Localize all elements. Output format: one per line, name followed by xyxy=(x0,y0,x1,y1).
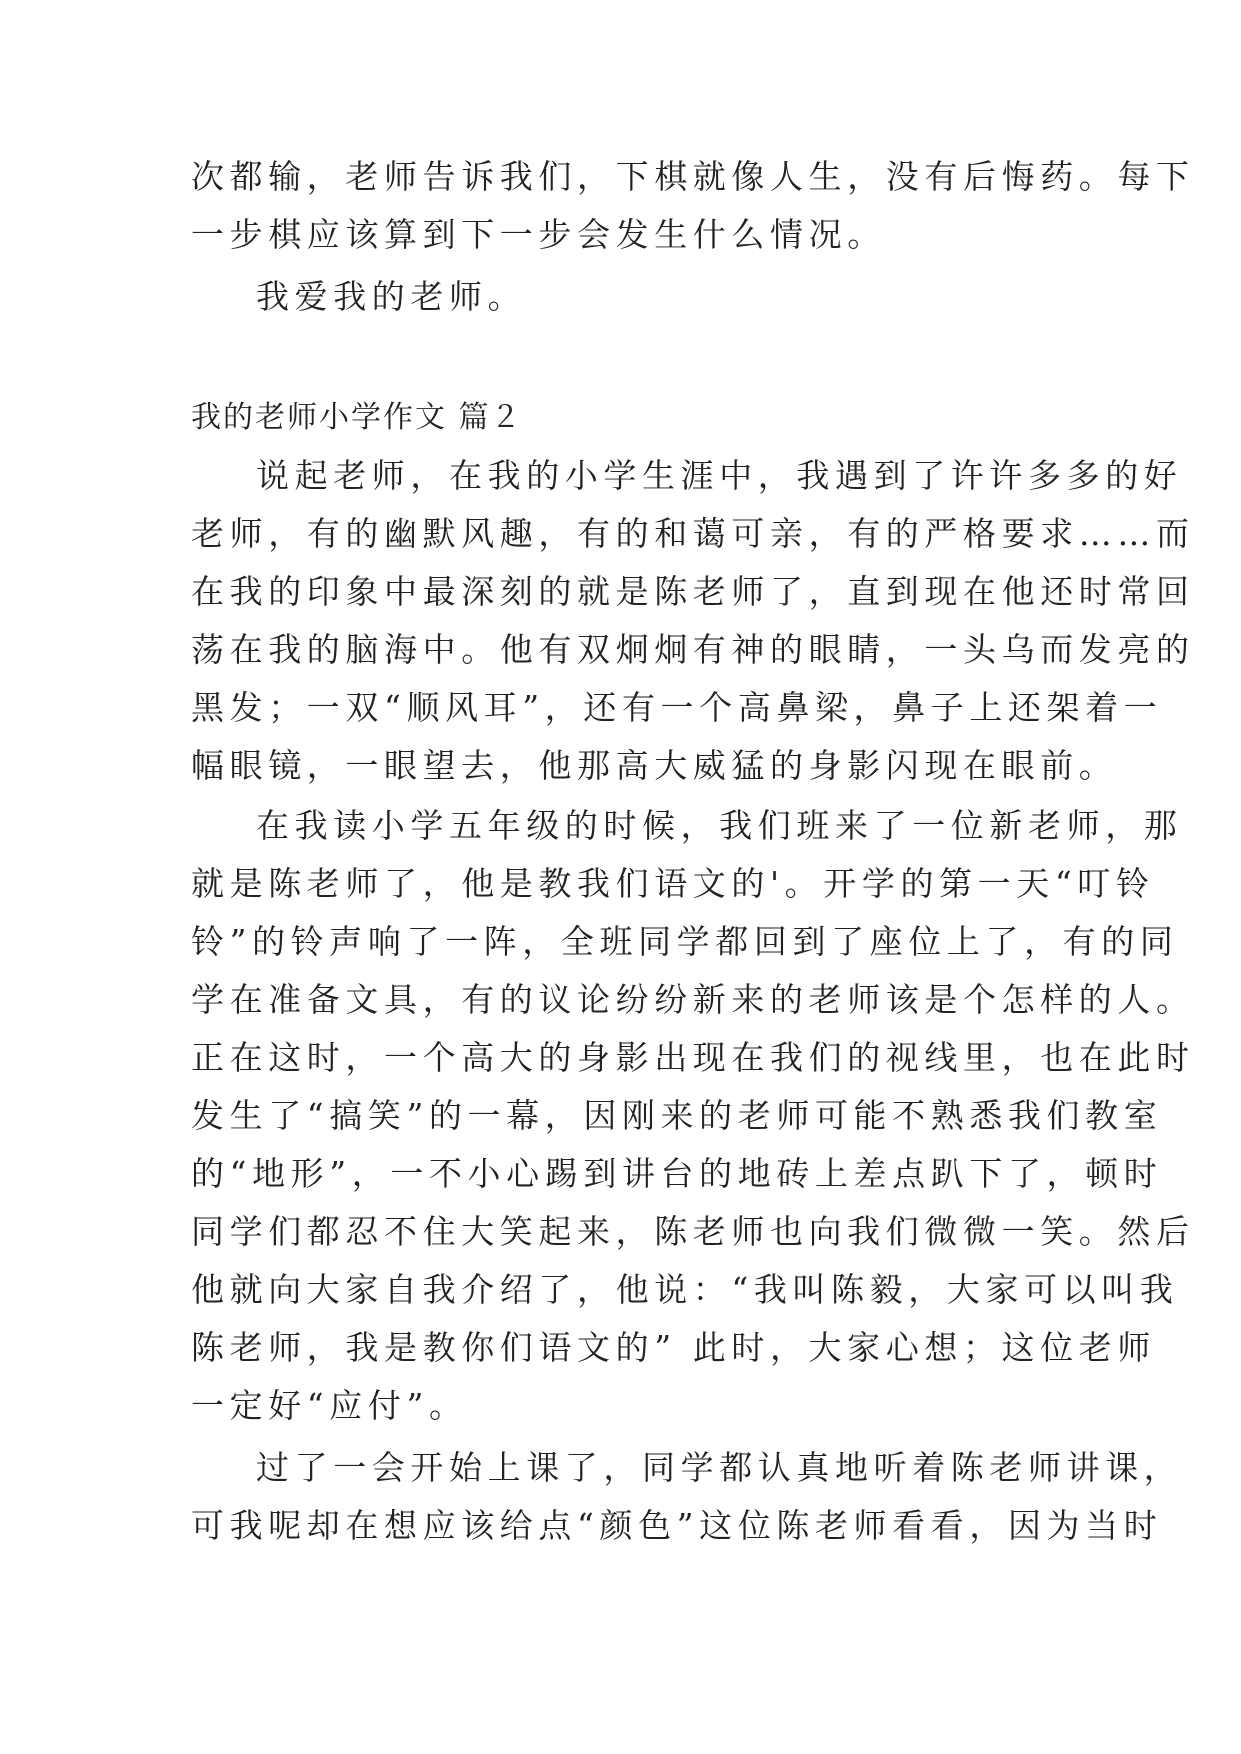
section-title: 我的老师小学作文 篇２ xyxy=(191,400,523,435)
text-line: 的“地形”，一不小心踢到讲台的地砖上差点趴下了，顿时 xyxy=(191,1154,1163,1193)
text-line: 发生了“搞笑”的一幕，因刚来的老师可能不熟悉我们教室 xyxy=(191,1096,1163,1135)
text-line: 他就向大家自我介绍了，他说：“我叫陈毅，大家可以叫我 xyxy=(191,1270,1179,1309)
text-line: 陈老师，我是教你们语文的” 此时，大家心想；这位老师 xyxy=(191,1328,1156,1367)
text-line: 幅眼镜，一眼望去，他那高大威猛的身影闪现在眼前。 xyxy=(191,746,1118,785)
text-line: 过了一会开始上课了，同学都认真地听着陈老师讲课， xyxy=(256,1448,1183,1487)
text-line: 黑发；一双“顺风耳”，还有一个高鼻梁，鼻子上还架着一 xyxy=(191,688,1163,727)
text-line: 铃”的铃声响了一阵，全班同学都回到了座位上了，有的同 xyxy=(191,922,1179,961)
closing-line: 我爱我的老师。 xyxy=(256,277,527,316)
text-line: 说起老师，在我的小学生涯中，我遇到了许许多多的好 xyxy=(256,456,1183,495)
text-line: 在我的印象中最深刻的就是陈老师了，直到现在他还时常回 xyxy=(191,572,1195,611)
text-line: 一定好“应付”。 xyxy=(191,1386,468,1425)
text-line: 学在准备文具，有的议论纷纷新来的老师该是个怎样的人。 xyxy=(191,980,1195,1019)
text-line: 次都输，老师告诉我们，下棋就像人生，没有后悔药。每下 xyxy=(191,157,1195,196)
text-line: 老师，有的幽默风趣，有的和蔼可亲，有的严格要求……而 xyxy=(191,514,1195,553)
text-line: 同学们都忍不住大笑起来，陈老师也向我们微微一笑。然后 xyxy=(191,1212,1195,1251)
text-line: 正在这时，一个高大的身影出现在我们的视线里，也在此时 xyxy=(191,1038,1195,1077)
text-line: 一步棋应该算到下一步会发生什么情况。 xyxy=(191,215,886,254)
text-line: 荡在我的脑海中。他有双炯炯有神的眼睛，一头乌而发亮的 xyxy=(191,630,1195,669)
text-line: 可我呢却在想应该给点“颜色”这位陈老师看看，因为当时 xyxy=(191,1506,1163,1545)
text-line: 就是陈老师了，他是教我们语文的'。开学的第一天“叮铃 xyxy=(191,864,1155,903)
text-line: 在我读小学五年级的时候，我们班来了一位新老师，那 xyxy=(256,806,1183,845)
